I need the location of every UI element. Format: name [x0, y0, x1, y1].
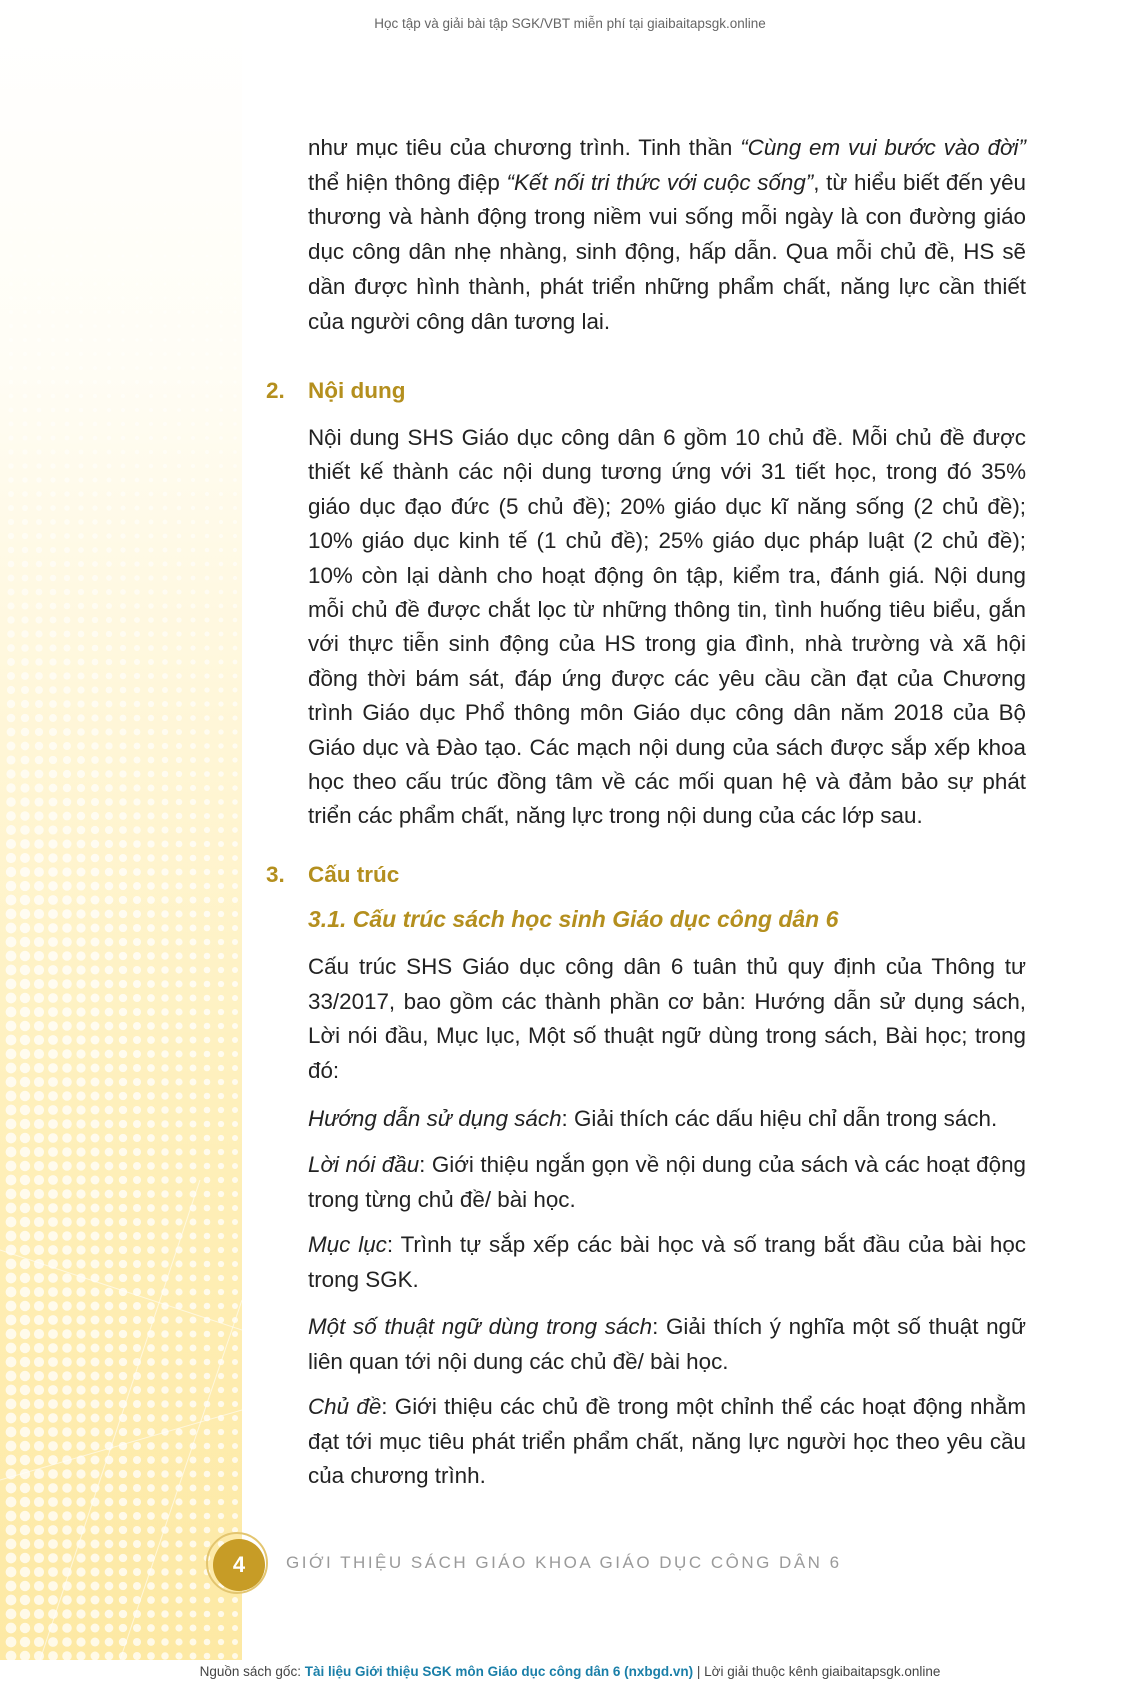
page-number: 4	[213, 1539, 265, 1591]
section-3-heading	[266, 862, 399, 888]
structure-item: Hướng dẫn sử dụng sách: Giải thích các dấu hiệu chỉ dẫn trong sách.	[308, 1106, 998, 1131]
section-3-body: Cấu trúc SHS Giáo dục công dân 6 tuân thủ quy định của Thông tư 33/2017, bao gồm các thành phần cơ bản: Hướng dẫn sử dụng sách, Lời nói đầu, Mục lục, Một số thuật ngữ dùng trong sách, Bài học; trong đó:	[308, 954, 1026, 1084]
footer-book-title: GIỚI THIỆU SÁCH GIÁO KHOA GIÁO DỤC CÔNG DÂN 6	[286, 1553, 842, 1572]
halftone-pattern	[0, 0, 242, 1660]
source-link[interactable]: Tài liệu Giới thiệu SGK môn Giáo dục công dân 6 (nxbgd.vn)	[304, 1664, 694, 1679]
decorative-side-band	[0, 0, 242, 1660]
structure-item: Chủ đề: Giới thiệu các chủ đề trong một chỉnh thể các hoạt động nhằm đạt tới mục tiêu phát triển phẩm chất, năng lực người học theo yêu cầu của chương trình.	[308, 1394, 1026, 1489]
section-2-title: Nội dung	[308, 378, 406, 403]
structure-item: Một số thuật ngữ dùng trong sách: Giải thích ý nghĩa một số thuật ngữ liên quan tới nội dung các chủ đề/ bài học.	[308, 1314, 1026, 1374]
page-header: Học tập và giải bài tập SGK/VBT miễn phí tại giaibaitapsgk.online	[374, 16, 766, 31]
section-3-number: 3.	[266, 862, 285, 887]
source-line: Nguồn sách gốc: Tài liệu Giới thiệu SGK môn Giáo dục công dân 6 (nxbgd.vn) | Lời giải thuộc kênh giaibaitapsgk.online	[199, 1664, 941, 1679]
section-2-body: Nội dung SHS Giáo dục công dân 6 gồm 10 chủ đề. Mỗi chủ đề được thiết kế thành các nội dung tương ứng với 31 tiết học, trong đó 35% giáo dục đạo đức (5 chủ đề); 20% giáo dục kĩ năng sống (2 chủ đề); 10% giáo dục kinh tế (1 chủ đề); 25% giáo dục pháp luật (2 chủ đề); 10% còn lại dành cho hoạt động ôn tập, kiểm tra, đánh giá. Nội dung mỗi chủ đề được chắt lọc từ những thông tin, tình huống tiêu biểu, gắn với thực tiễn sinh động của HS trong gia đình, nhà trường và xã hội đồng thời bám sát, đáp ứng được các yêu cầu cần đạt của Chương trình Giáo dục Phổ thông môn Giáo dục công dân năm 2018 của Bộ Giáo dục và Đào tạo. Các mạch nội dung của sách được sắp xếp khoa học theo cấu trúc đồng tâm về các mối quan hệ và đảm bảo sự phát triển các phẩm chất, năng lực trong nội dung của các lớp sau.	[308, 425, 1026, 829]
intro-paragraph: như mục tiêu của chương trình. Tinh thần “Cùng em vui bước vào đời” thể hiện thông điệp “Kết nối tri thức với cuộc sống”, từ hiểu biết đến yêu thương và hành động trong niềm vui sống mỗi ngày là con đường giáo dục công dân nhẹ nhàng, sinh động, hấp dẫn. Qua mỗi chủ đề, HS sẽ dần được hình thành, phát triển những phẩm chất, năng lực cần thiết của người công dân tương lai.	[308, 135, 1026, 334]
section-3-1-heading: 3.1. Cấu trúc sách học sinh Giáo dục công dân 6	[308, 906, 839, 932]
structure-item: Mục lục: Trình tự sắp xếp các bài học và số trang bắt đầu của bài học trong SGK.	[308, 1232, 1026, 1292]
section-2-number: 2.	[266, 378, 285, 403]
structure-item: Lời nói đầu: Giới thiệu ngắn gọn về nội dung của sách và các hoạt động trong từng chủ đề/ bài học.	[308, 1152, 1026, 1212]
section-3-title: Cấu trúc	[308, 862, 400, 887]
section-2-heading	[266, 378, 405, 404]
